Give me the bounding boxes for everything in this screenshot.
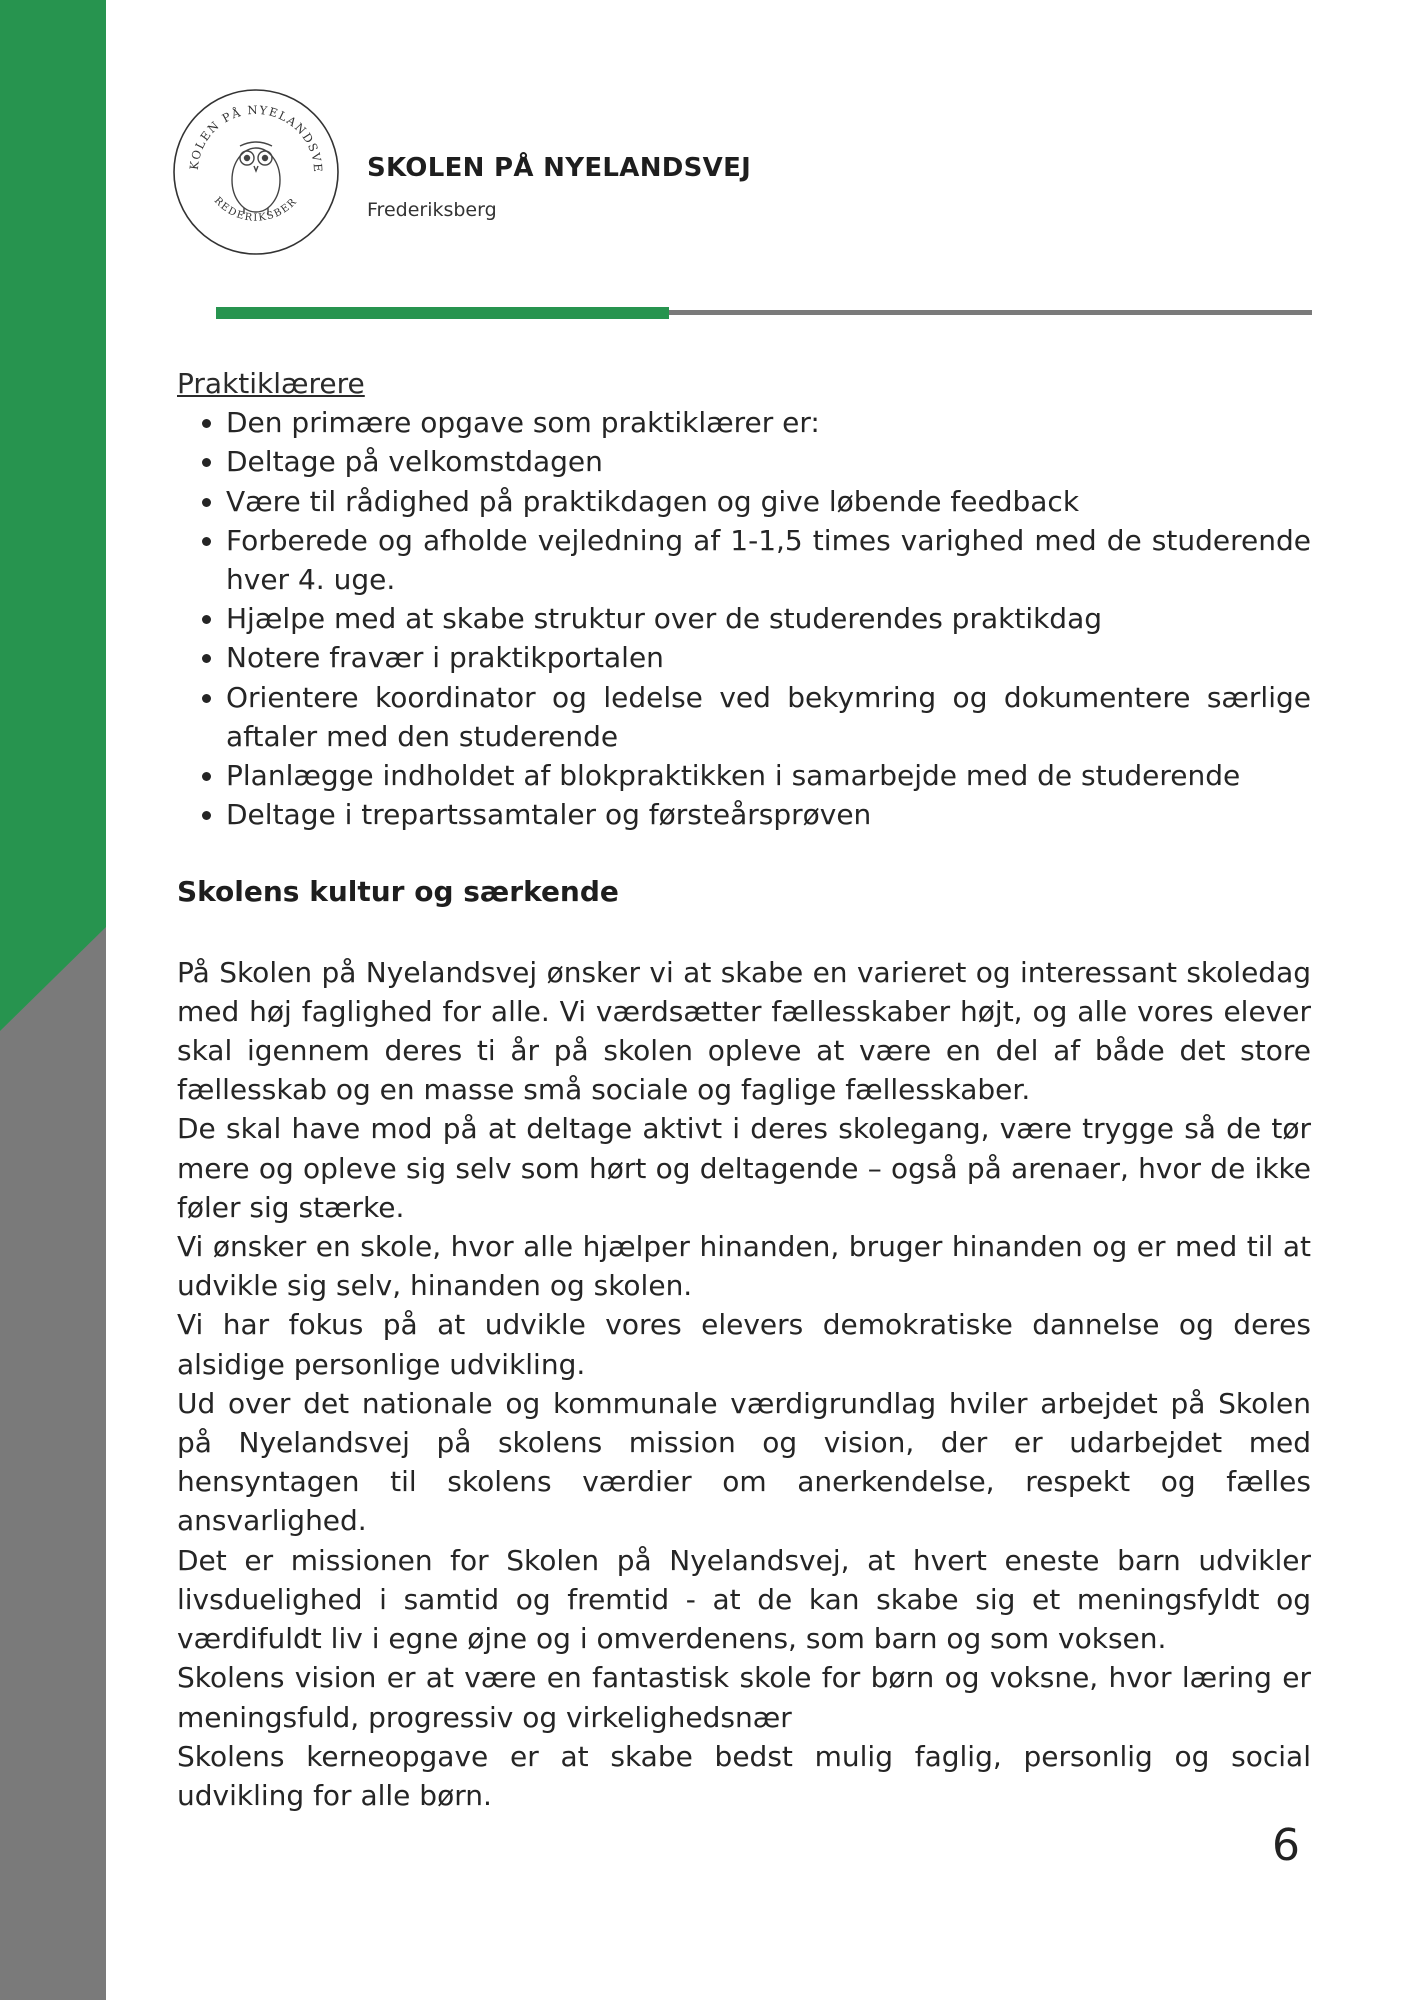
list-item: • Den primære opgave som praktiklærer er: [226,403,1311,442]
list-item: • Hjælpe med at skabe struktur over de studerendes praktikdag [226,599,1311,638]
culture-paragraph: De skal have mod på at deltage aktivt i deres skolegang, være trygge så de tør mere og opleve sig selv som hørt og deltagende – også på arenaer, hvor de ikke føler sig stærke. [177,1112,1311,1224]
culture-paragraph: Skolens vision er at være en fantastisk skole for børn og voksne, hvor læring er meningsfuld, progressiv og virkelighedsnær [177,1661,1311,1734]
page-content [177,364,1311,1815]
owl-icon [232,142,280,214]
logo-ring-top-text: KOLEN PÅ NYELANDSVE [186,102,326,174]
culture-paragraph: Ud over det nationale og kommunale værdigrundlag hviler arbejdet på Skolen på Nyelandsvej på skolens mission og vision, der er udarbejdet med hensyntagen til skolens værdier om anerkendelse, respekt og fælles ansvarlighed. [177,1386,1311,1538]
list-item: • Deltage i trepartssamtaler og førsteårsprøven [226,795,1311,834]
culture-paragraph: Vi har fokus på at udvikle vores elevers demokratiske dannelse og deres alsidige personlige udvikling. [177,1308,1311,1381]
header-rule-green [216,307,669,319]
school-logo [172,88,340,256]
culture-paragraph: Det er missionen for Skolen på Nyelandsvej, at hvert eneste barn udvikler livsduelighed i samtid og fremtid - at de kan skabe sig et meningsfyldt og værdifuldt liv i egne øjne og i omverdenens, som barn og som voksen. [177,1543,1311,1656]
list-item: • Orientere koordinator og ledelse ved bekymring og dokumentere særlige aftaler med den studerende [226,678,1311,756]
header-rule-gray [669,310,1312,315]
side-strip-green [0,0,106,1031]
list-item: • Notere fravær i praktikportalen [226,638,1311,677]
side-color-strip [0,0,106,2000]
praktik-duties-list [177,403,1311,834]
section-title-praktiklaerere: Praktiklærere [177,367,365,400]
school-name: SKOLEN PÅ NYELANDSVEJ [367,153,752,183]
page-number: 6 [1272,1820,1300,1871]
logo-ring-bottom-text: REDERIKSBER [211,195,300,224]
svg-text:SKOLEN PÅ NYELANDSVEJ [172,88,325,174]
section-heading-culture: Skolens kultur og særkende [177,875,619,909]
list-item: • Planlægge indholdet af blokpraktikken i samarbejde med de studerende [226,756,1311,795]
culture-paragraph: På Skolen på Nyelandsvej ønsker vi at skabe en varieret og interessant skoledag med høj faglighed for alle. Vi værdsætter fællesskaber højt, og alle vores elever skal igennem deres ti år på skolen opleve at være en del af både det store fællesskab og en masse små sociale og faglige fællesskaber. [177,955,1311,1107]
list-item: • Være til rådighed på praktikdagen og give løbende feedback [226,482,1311,521]
list-item: • Deltage på velkomstdagen [226,442,1311,481]
culture-paragraph: Vi ønsker en skole, hvor alle hjælper hinanden, bruger hinanden og er med til at udvikle sig selv, hinanden og skolen. [177,1230,1311,1303]
school-city: Frederiksberg [367,199,497,221]
list-item: • Forberede og afholde vejledning af 1-1,5 times varighed med de studerende hver 4. uge. [226,521,1311,599]
culture-paragraph: Skolens kerneopgave er at skabe bedst mulig faglig, personlig og social udvikling for alle børn. [177,1739,1311,1812]
